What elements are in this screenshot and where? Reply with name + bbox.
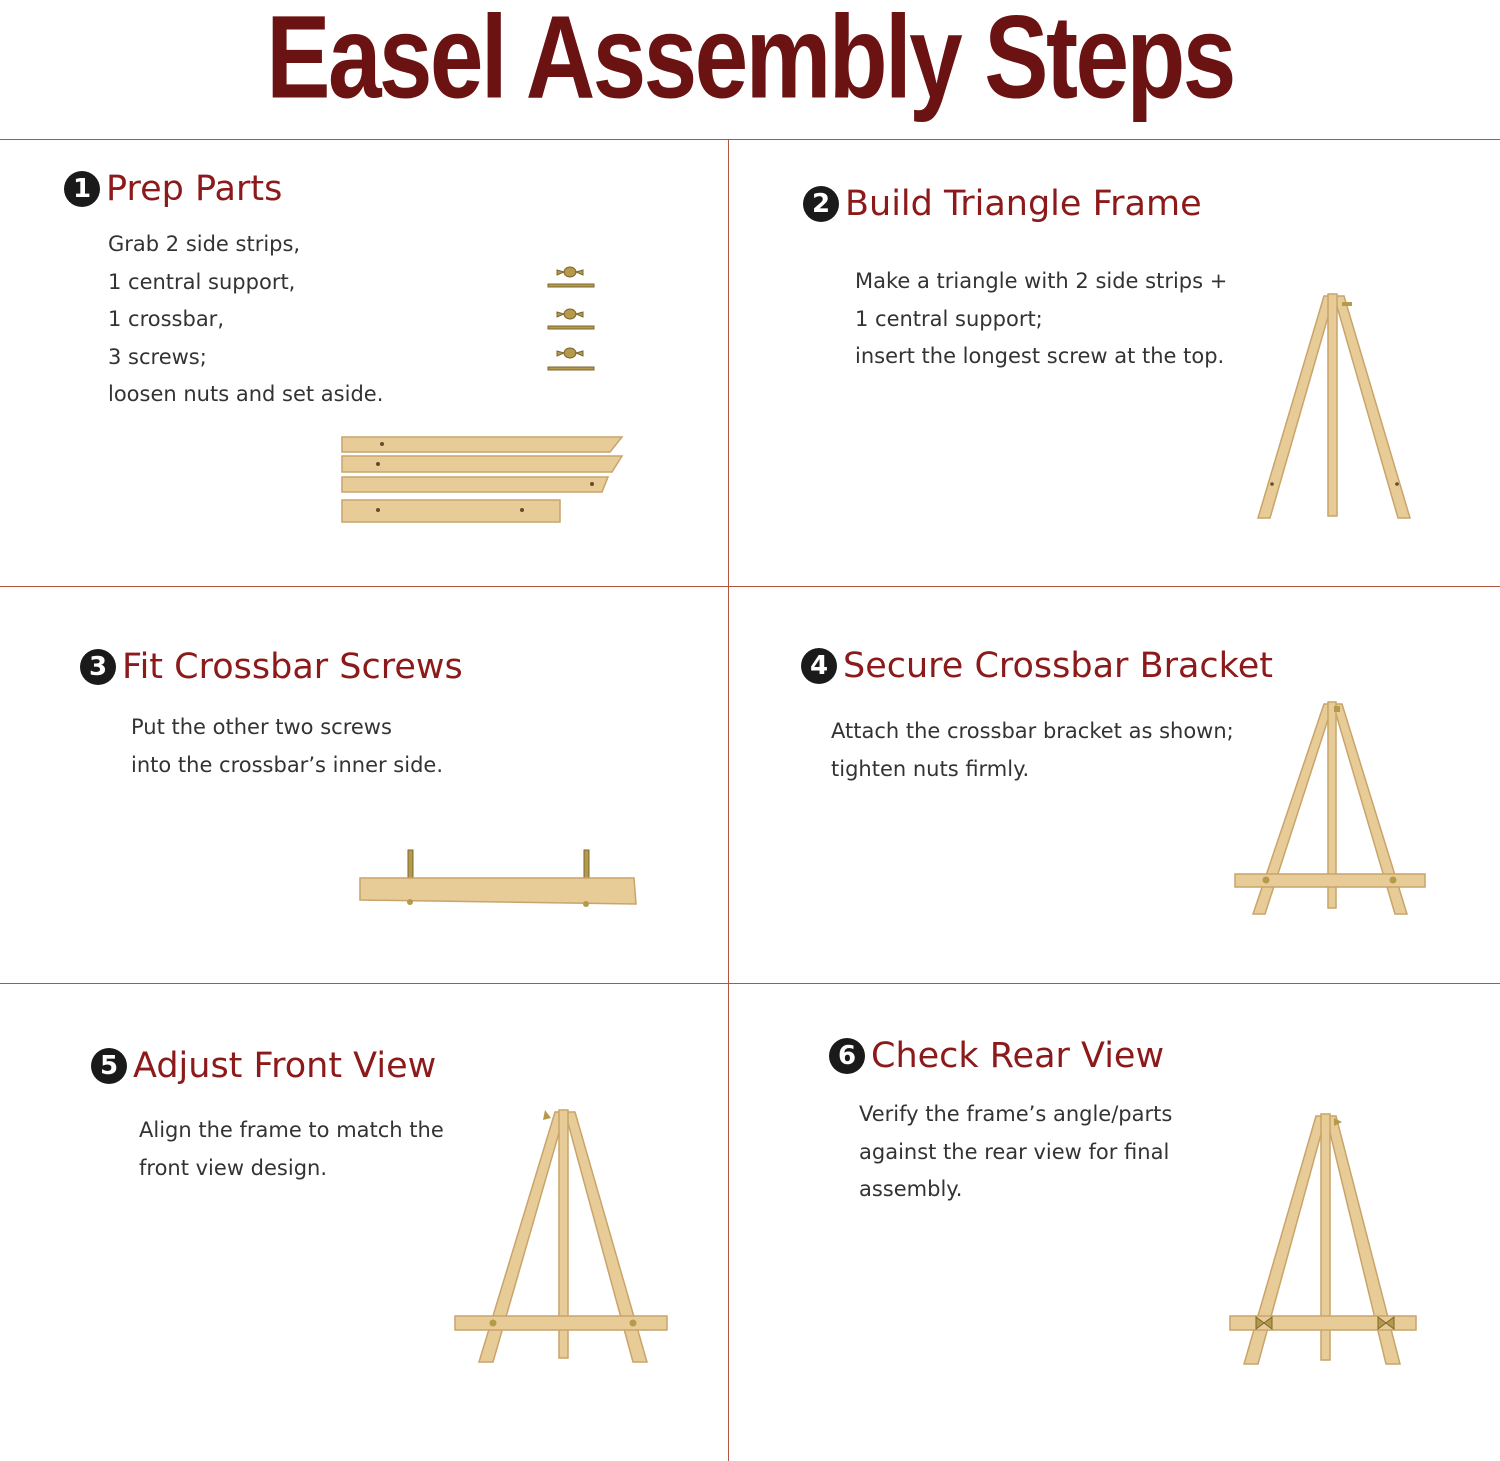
- step-1-line: 1 crossbar,: [108, 307, 224, 331]
- step-5-instructions: [139, 1112, 444, 1187]
- step-1-line: Grab 2 side strips,: [108, 232, 301, 256]
- step-6-instructions: [859, 1096, 1172, 1209]
- crossbar-bracket-illustration: [1233, 700, 1428, 920]
- step-6-number-badge: 6: [829, 1038, 865, 1074]
- step-5-line: Align the frame to match the: [139, 1118, 444, 1142]
- step-6-line: assembly.: [859, 1177, 963, 1201]
- rear-view-easel-illustration: [1228, 1112, 1418, 1368]
- wood-strips-illustration: [340, 434, 630, 526]
- step-1-instructions: [108, 226, 383, 414]
- triangle-frame-illustration: [1250, 290, 1415, 522]
- step-4-line: tighten nuts firmly.: [831, 756, 1030, 781]
- step-5-label: Adjust Front View: [133, 1046, 437, 1086]
- step-4-number-badge: 4: [801, 648, 837, 684]
- step-1-line: 1 central support,: [108, 269, 296, 294]
- divider-bottom: [0, 983, 1500, 984]
- step-2-line: insert the longest screw at the top.: [855, 344, 1225, 368]
- step-3-line: Put the other two screws: [131, 715, 392, 739]
- step-5-line: front view design.: [139, 1155, 328, 1180]
- page-title: Easel Assembly Steps: [266, 0, 1234, 123]
- step-6-title: [829, 1036, 1164, 1076]
- step-4-line: Attach the crossbar bracket as shown;: [831, 719, 1234, 743]
- divider-middle: [0, 586, 1500, 587]
- divider-top: [0, 139, 1500, 140]
- step-4-title: [801, 646, 1273, 686]
- step-1-line: loosen nuts and set aside.: [108, 382, 384, 406]
- step-1-label: Prep Parts: [106, 169, 283, 209]
- step-2-line: 1 central support;: [855, 306, 1043, 331]
- step-2-title: [803, 184, 1202, 224]
- step-6-line: Verify the frame’s angle/parts: [859, 1102, 1173, 1126]
- step-5-number-badge: 5: [91, 1048, 127, 1084]
- step-1-number-badge: 1: [64, 171, 100, 207]
- step-2-number-badge: 2: [803, 186, 839, 222]
- step-3-instructions: [131, 709, 443, 784]
- step-3-number-badge: 3: [80, 649, 116, 685]
- front-view-easel-illustration: [453, 1106, 671, 1368]
- step-5-title: [91, 1046, 436, 1086]
- step-1-line: 3 screws;: [108, 344, 207, 369]
- step-6-line: against the rear view for final: [859, 1139, 1170, 1164]
- step-4-label: Secure Crossbar Bracket: [843, 646, 1273, 686]
- step-1-title: [64, 169, 282, 209]
- step-6-label: Check Rear View: [871, 1036, 1165, 1076]
- step-3-line: into the crossbar’s inner side.: [131, 752, 443, 777]
- step-4-instructions: [831, 713, 1234, 788]
- step-2-instructions: [855, 263, 1227, 376]
- step-2-line: Make a triangle with 2 side strips +: [855, 269, 1228, 293]
- divider-vertical: [728, 139, 729, 1461]
- screws-illustration: [540, 262, 604, 377]
- step-3-title: [80, 647, 463, 687]
- step-2-label: Build Triangle Frame: [845, 184, 1202, 224]
- crossbar-screws-illustration: [358, 848, 638, 908]
- step-3-label: Fit Crossbar Screws: [122, 647, 463, 687]
